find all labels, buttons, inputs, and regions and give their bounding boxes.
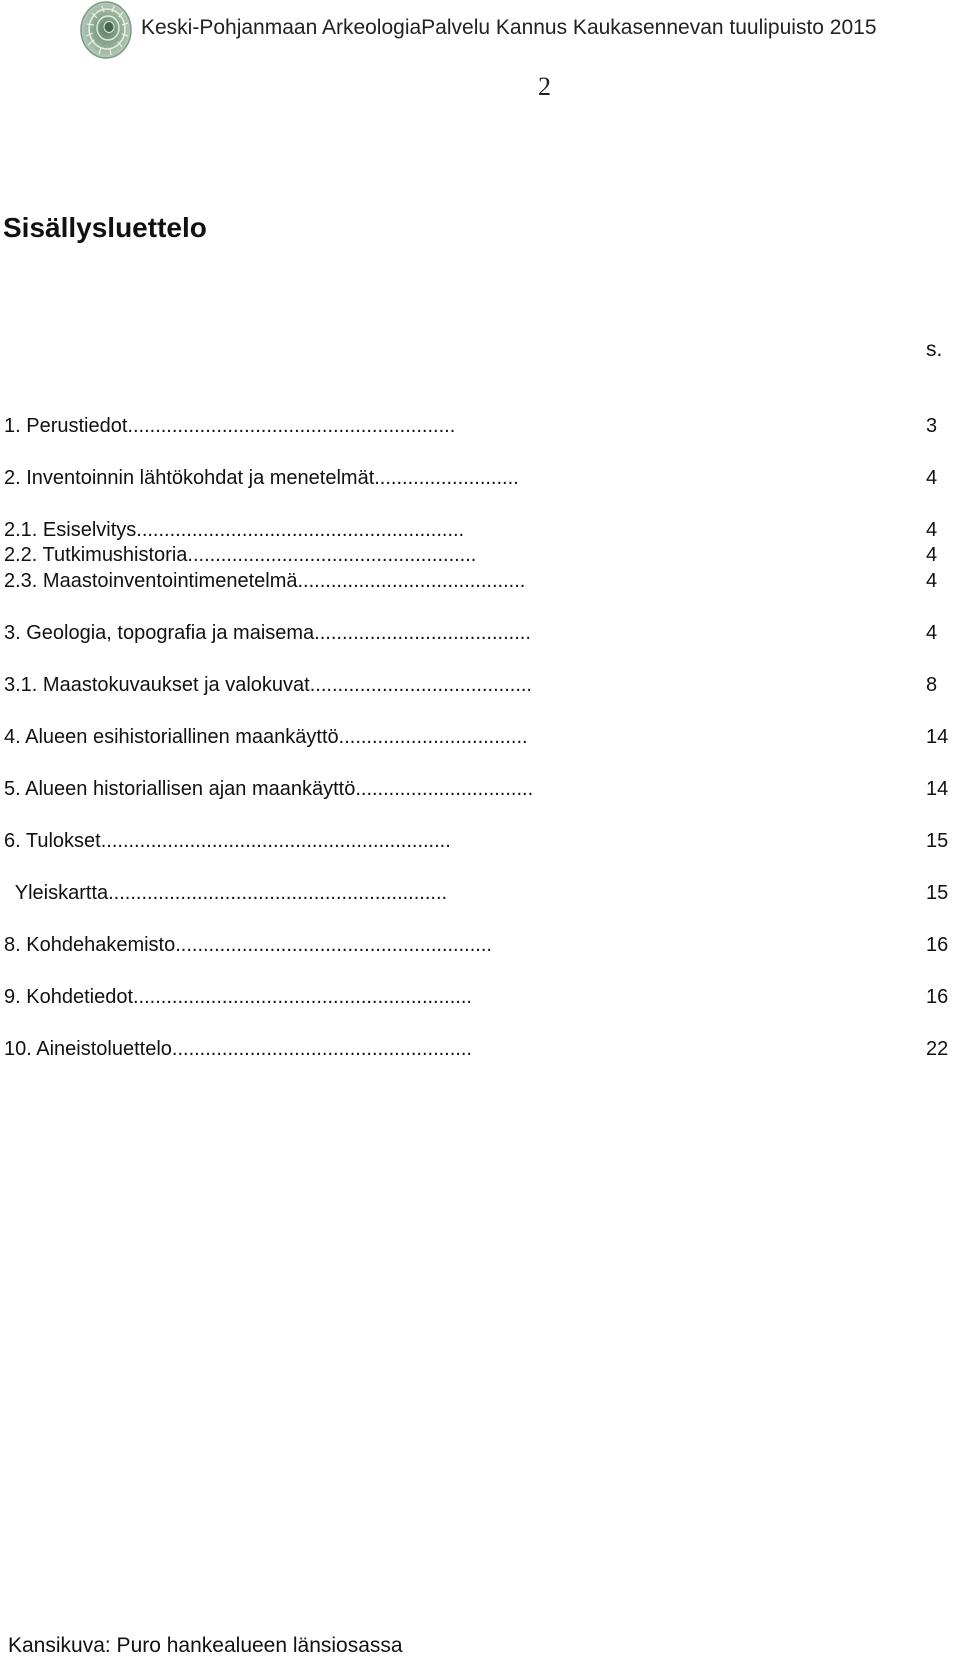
toc-entry-text: 5. Alueen historiallisen ajan maankäyttö................................ <box>4 778 534 800</box>
ammonite-fossil-logo <box>78 0 134 60</box>
toc-entry-historiallisen-ajan-maankaytto[interactable] <box>0 778 960 804</box>
toc-entry-geologia[interactable] <box>0 622 960 648</box>
cover-image-caption: Kansikuva: Puro hankealueen länsiosassa <box>8 1634 403 1657</box>
toc-entry-page: 4 <box>926 467 938 489</box>
toc-entry-esiselvitys[interactable] <box>0 519 960 545</box>
toc-entry-page: 4 <box>926 544 938 566</box>
page-number: 2 <box>538 72 551 101</box>
toc-entry-page: 16 <box>926 986 949 1008</box>
toc-entry-kohdehakemisto[interactable] <box>0 934 960 960</box>
toc-entry-tulokset[interactable] <box>0 830 960 856</box>
toc-entry-text: 1. Perustiedot........................................................... <box>4 415 456 437</box>
toc-entry-text: 10. Aineistoluettelo...................................................... <box>4 1038 472 1060</box>
toc-entry-yleiskartta[interactable] <box>0 882 960 908</box>
toc-entry-inventoinnin-lahtokohdat[interactable] <box>0 467 960 493</box>
toc-entry-page: 15 <box>926 830 949 852</box>
toc-entry-text: 8. Kohdehakemisto......................................................... <box>4 934 492 956</box>
toc-entry-kohdetiedot[interactable] <box>0 986 960 1012</box>
toc-entry-page: 4 <box>926 570 938 592</box>
page-header <box>78 0 958 60</box>
toc-entry-page: 4 <box>926 519 938 541</box>
toc-entry-text: 3.1. Maastokuvaukset ja valokuvat........................................ <box>4 674 532 696</box>
toc-entry-text: 2. Inventoinnin lähtökohdat ja menetelmät.......................... <box>4 467 519 489</box>
toc-entry-page: 4 <box>926 622 938 644</box>
toc-entry-text: 2.3. Maastoinventointimenetelmä......................................... <box>4 570 526 592</box>
toc-entry-text: 2.2. Tutkimushistoria.................................................... <box>4 544 477 566</box>
toc-entry-text: 2.1. Esiselvitys........................................................... <box>4 519 465 541</box>
page-column-label: s. <box>926 338 943 361</box>
toc-entry-text: 6. Tulokset............................................................... <box>4 830 451 852</box>
toc-entry-esihistoriallinen-maankaytto[interactable] <box>0 726 960 752</box>
toc-entry-page: 16 <box>926 934 949 956</box>
toc-entry-tutkimushistoria[interactable] <box>0 544 960 570</box>
toc-title: Sisällysluettelo <box>3 212 207 243</box>
toc-entry-page: 8 <box>926 674 938 696</box>
header-title: Keski-Pohjanmaan ArkeologiaPalvelu Kannus Kaukasennevan tuulipuisto 2015 <box>141 16 877 39</box>
toc-entry-page: 14 <box>926 726 949 748</box>
toc-entry-maastoinventointimenetelma[interactable] <box>0 570 960 596</box>
toc-entry-perustiedot[interactable] <box>0 415 960 441</box>
toc-entry-page: 14 <box>926 778 949 800</box>
toc-entry-text: Yleiskartta............................................................. <box>4 882 448 904</box>
toc-entry-text: 4. Alueen esihistoriallinen maankäyttö.................................. <box>4 726 528 748</box>
toc-entry-text: 3. Geologia, topografia ja maisema....................................... <box>4 622 531 644</box>
toc-entry-page: 22 <box>926 1038 949 1060</box>
toc-entry-maastokuvaukset[interactable] <box>0 674 960 700</box>
toc-entry-text: 9. Kohdetiedot............................................................. <box>4 986 472 1008</box>
toc-entry-aineistoluettelo[interactable] <box>0 1038 960 1064</box>
toc-entry-page: 15 <box>926 882 949 904</box>
toc-entry-page: 3 <box>926 415 938 437</box>
